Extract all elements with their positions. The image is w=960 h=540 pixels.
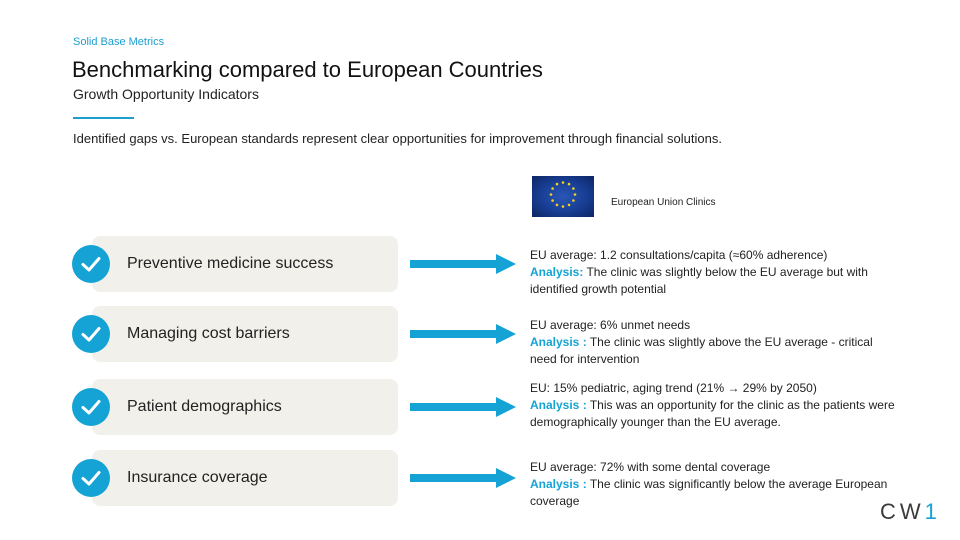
arrow-right-icon	[410, 468, 516, 488]
row-info	[530, 459, 900, 510]
analysis-text: The clinic was slightly above the EU average - critical need for intervention	[530, 335, 873, 366]
eu-metric: EU average: 6% unmet needs	[530, 318, 691, 332]
arrow-right-icon	[410, 254, 516, 274]
check-circle-icon	[72, 459, 110, 497]
check-circle-icon	[72, 245, 110, 283]
benchmark-row	[72, 306, 932, 364]
analysis-label: Analysis :	[530, 398, 587, 412]
row-label: Managing cost barriers	[127, 325, 290, 342]
analysis-label: Analysis :	[530, 477, 587, 491]
benchmark-row	[72, 236, 932, 294]
logo-digit: 1	[924, 499, 941, 524]
logo-letters: CW	[880, 499, 925, 524]
eu-clinics-label: European Union Clinics	[611, 197, 716, 208]
eu-metric: EU average: 72% with some dental coverage	[530, 460, 771, 474]
benchmark-row	[72, 379, 932, 437]
row-info	[530, 247, 900, 298]
eyebrow: Solid Base Metrics	[73, 36, 165, 48]
row-label: Patient demographics	[127, 398, 282, 415]
analysis-text: The clinic was slightly below the EU average but with identified growth potential	[530, 265, 868, 296]
check-circle-icon	[72, 315, 110, 353]
eu-stars-icon	[532, 176, 594, 217]
row-label: Insurance coverage	[127, 469, 268, 486]
analysis-label: Analysis :	[530, 335, 587, 349]
title-underline	[73, 117, 134, 119]
eu-metric: EU average: 1.2 consultations/capita (≈60% adherence)	[530, 248, 828, 262]
arrow-right-icon	[410, 324, 516, 344]
row-info	[530, 317, 900, 368]
analysis-label: Analysis:	[530, 265, 584, 279]
page-subtitle: Growth Opportunity Indicators	[73, 86, 259, 102]
company-logo	[880, 499, 941, 525]
eu-metric: EU: 15% pediatric, aging trend (21% → 29% by 2050)	[530, 381, 817, 395]
benchmark-row	[72, 450, 932, 508]
row-label: Preventive medicine success	[127, 255, 334, 272]
intro-text: Identified gaps vs. European standards represent clear opportunities for improvement through financial solutions.	[73, 131, 722, 146]
check-circle-icon	[72, 388, 110, 426]
arrow-right-icon	[410, 397, 516, 417]
eu-flag-image	[532, 176, 594, 217]
analysis-text: This was an opportunity for the clinic as the patients were demographically younger than the EU average.	[530, 398, 895, 429]
page-title: Benchmarking compared to European Countries	[72, 57, 543, 82]
analysis-text: The clinic was significantly below the average European coverage	[530, 477, 888, 508]
row-info	[530, 380, 900, 431]
